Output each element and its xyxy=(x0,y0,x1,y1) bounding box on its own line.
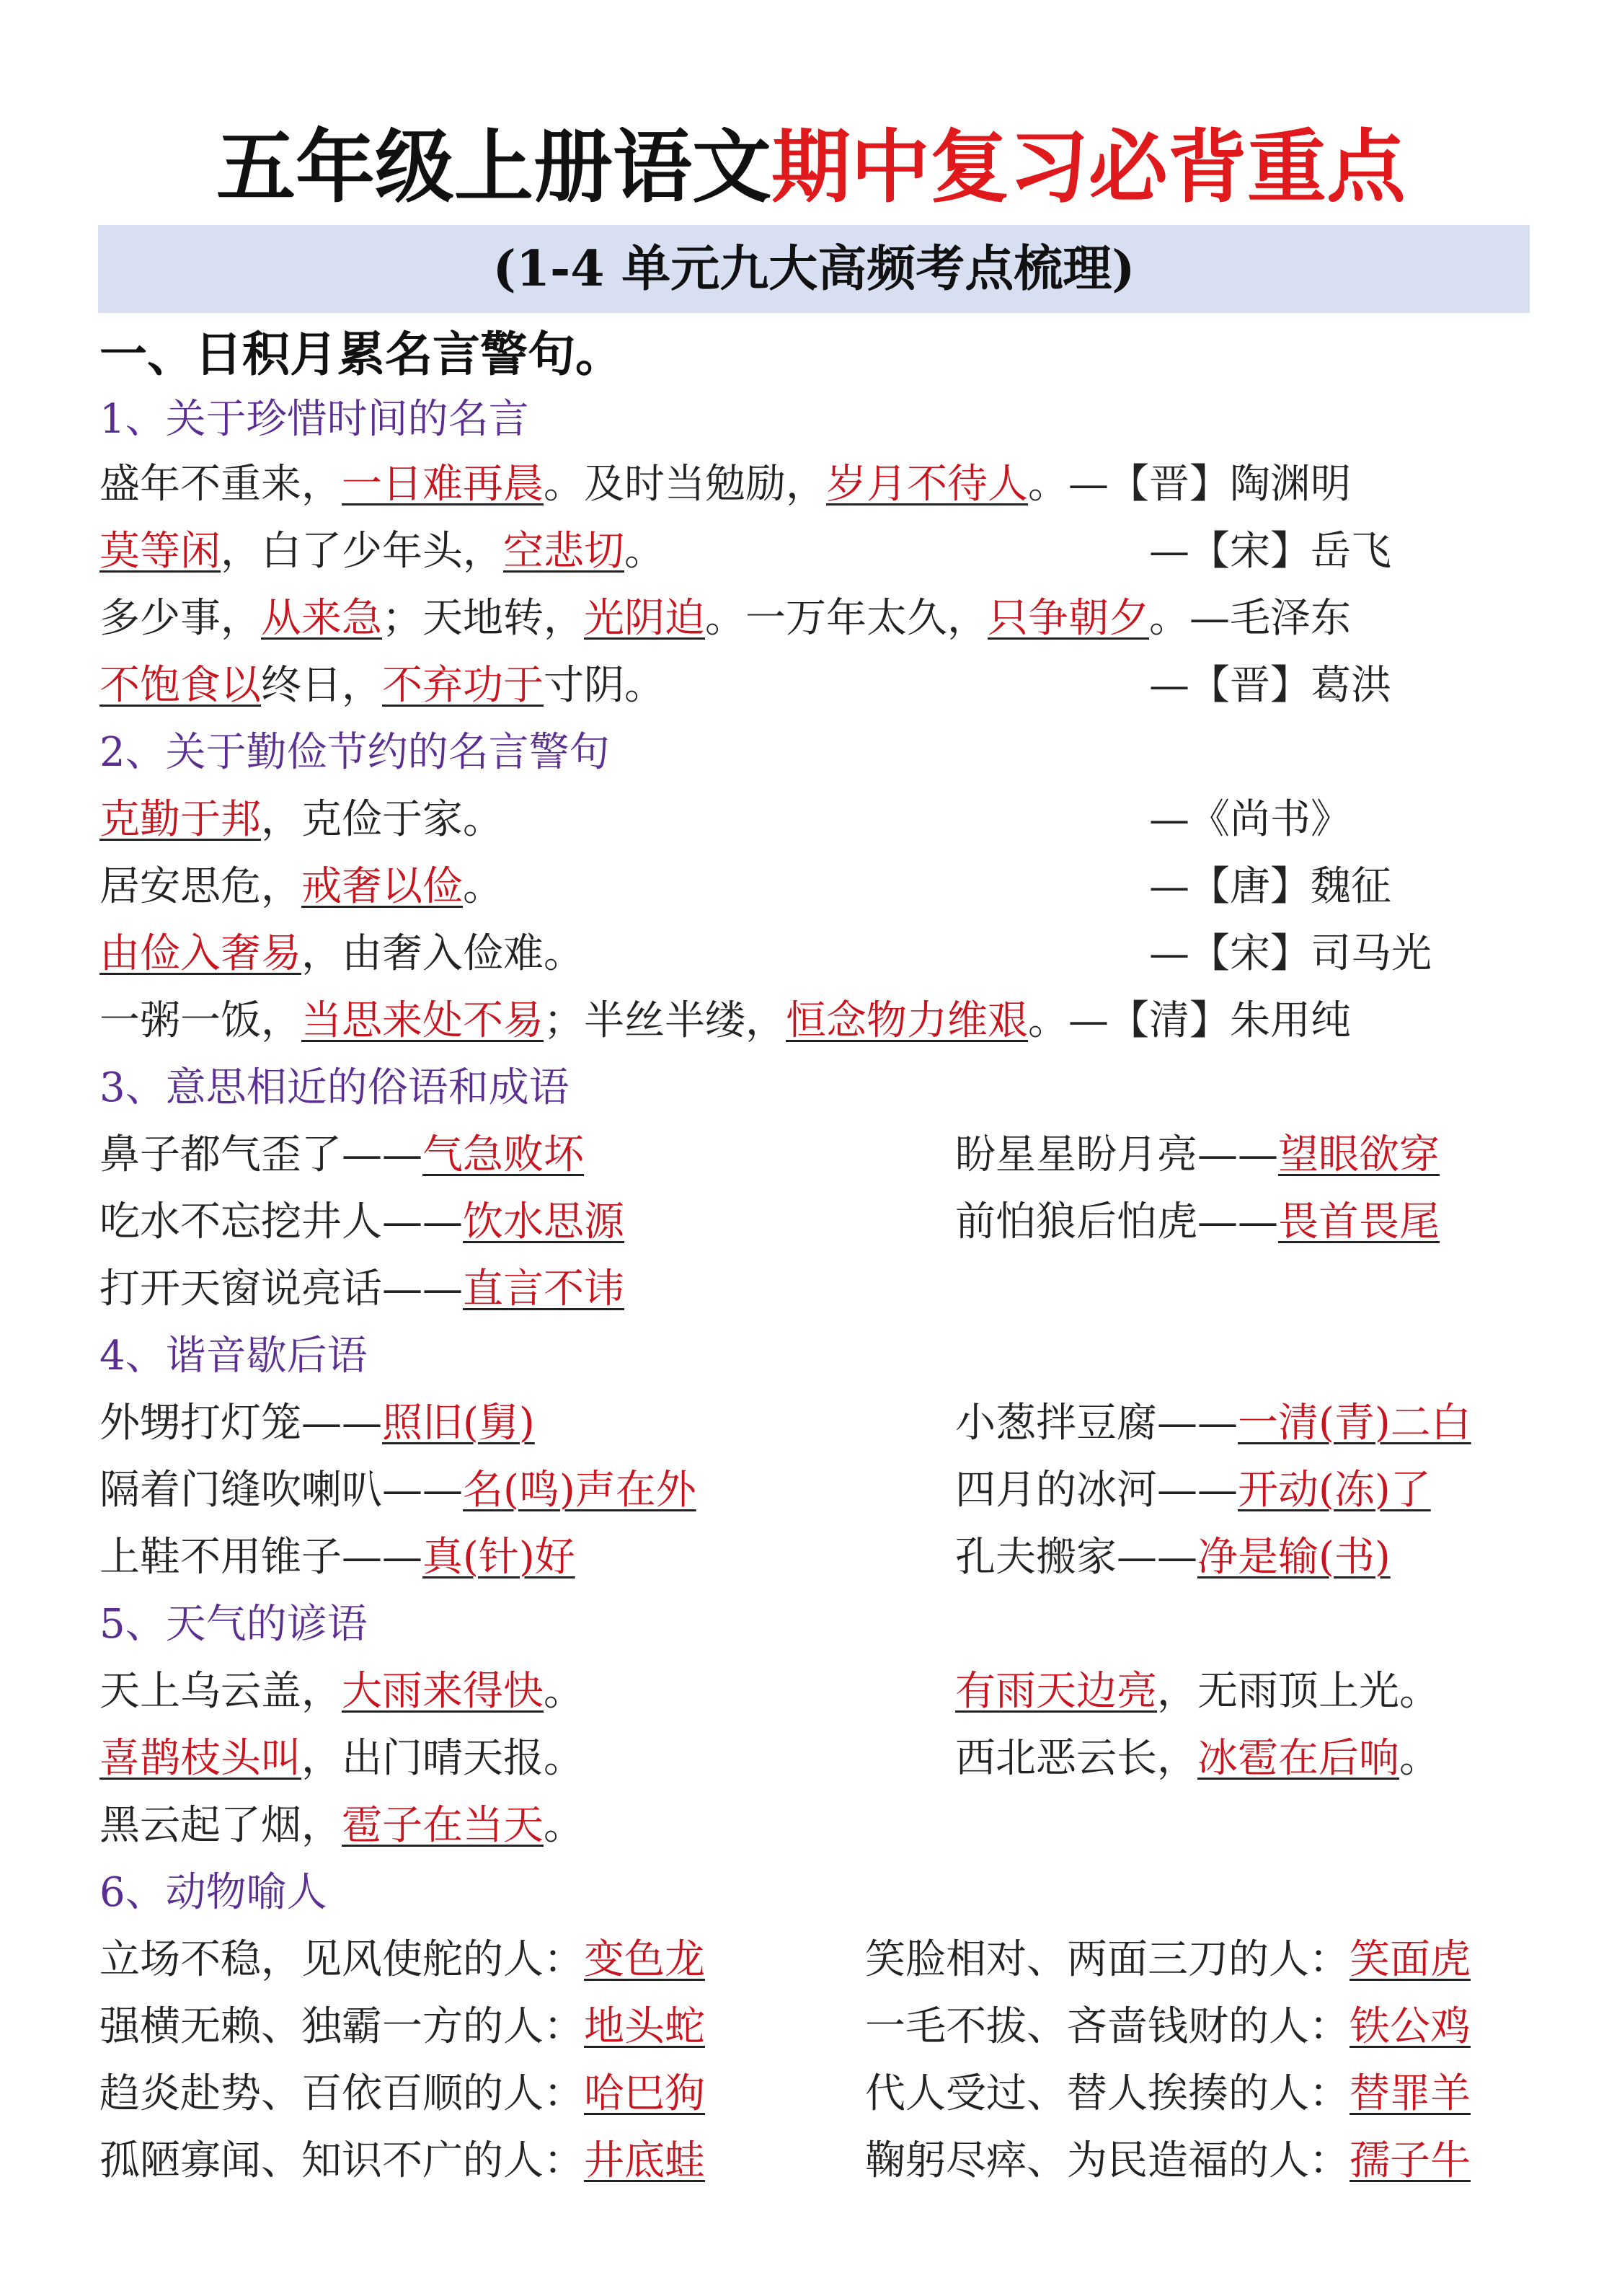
text-segment: 代人受过、替人挨揍的人： xyxy=(865,2070,1350,2117)
quote-attribution: —【晋】葛洪 xyxy=(1149,662,1391,709)
text-segment: 一毛不拔、吝啬钱财的人： xyxy=(865,2003,1350,2050)
quote-row xyxy=(99,456,1351,513)
quote-attribution: —【宋】司马光 xyxy=(1149,930,1432,977)
metaphor-row xyxy=(865,1998,1471,2056)
answer-blank: 净是输(书) xyxy=(1197,1534,1391,1581)
quote-row xyxy=(99,523,665,580)
proverb-row xyxy=(955,1730,1440,1788)
answer-blank: 笑面虎 xyxy=(1350,1936,1471,1983)
heading-animal-metaphors: 6、动物喻人 xyxy=(99,1869,327,1916)
text-segment: 吃水不忘挖井人—— xyxy=(99,1198,463,1245)
xiehouyu-row xyxy=(955,1395,1471,1452)
text-segment: 鞠躬尽瘁、为民造福的人： xyxy=(865,2137,1350,2184)
heading-thrift-quotes: 2、关于勤俭节约的名言警句 xyxy=(99,729,610,776)
text-segment: 鼻子都气歪了—— xyxy=(99,1131,422,1178)
answer-blank: 光阴迫 xyxy=(584,595,705,642)
answer-blank: 气急败坏 xyxy=(422,1131,584,1178)
text-segment: 。—【晋】陶渊明 xyxy=(1028,461,1351,508)
text-segment: 小葱拌豆腐—— xyxy=(955,1400,1238,1447)
text-segment: 孤陋寡闻、知识不广的人： xyxy=(99,2137,584,2184)
metaphor-row xyxy=(99,1998,705,2056)
answer-blank: 铁公鸡 xyxy=(1350,2003,1471,2050)
answer-blank: 恒念物力维艰 xyxy=(786,997,1028,1044)
answer-blank: 莫等闲 xyxy=(99,528,221,575)
text-segment: 西北恶云长， xyxy=(955,1735,1197,1782)
quote-row xyxy=(99,657,665,715)
text-segment: ；天地转， xyxy=(382,595,584,642)
answer-blank: 地头蛇 xyxy=(584,2003,705,2050)
text-segment: 。 xyxy=(624,528,665,575)
subtitle-band xyxy=(98,225,1530,313)
answer-blank: 有雨天边亮 xyxy=(955,1668,1157,1715)
answer-blank: 井底蛙 xyxy=(584,2137,705,2184)
text-segment: 强横无赖、独霸一方的人： xyxy=(99,2003,584,2050)
answer-blank: 空悲切 xyxy=(503,528,624,575)
text-segment: 。—【清】朱用纯 xyxy=(1028,997,1351,1044)
heading-idioms: 3、意思相近的俗语和成语 xyxy=(99,1064,570,1111)
answer-blank: 雹子在当天 xyxy=(342,1802,544,1849)
quote-row xyxy=(99,791,503,849)
text-segment: ，克俭于家。 xyxy=(261,796,503,843)
answer-blank: 哈巴狗 xyxy=(584,2070,705,2117)
answer-blank: 真(针)好 xyxy=(422,1534,575,1581)
quote-attribution: —《尚书》 xyxy=(1149,796,1351,843)
text-segment: 。 xyxy=(1399,1735,1440,1782)
answer-blank: 畏首畏尾 xyxy=(1278,1198,1440,1245)
answer-blank: 只争朝夕 xyxy=(988,595,1149,642)
text-segment: 盼星星盼月亮—— xyxy=(955,1131,1278,1178)
text-segment: 隔着门缝吹喇叭—— xyxy=(99,1467,463,1514)
quote-row xyxy=(99,590,1351,648)
answer-blank: 饮水思源 xyxy=(463,1198,624,1245)
proverb-row xyxy=(99,1663,584,1721)
idiom-row xyxy=(99,1260,624,1318)
text-segment: 孔夫搬家—— xyxy=(955,1534,1197,1581)
text-segment: 外甥打灯笼—— xyxy=(99,1400,382,1447)
subtitle: (1-4 单元九大高频考点梳理) xyxy=(492,240,1135,298)
quote-attribution: —【宋】岳飞 xyxy=(1149,528,1391,575)
text-segment: 立场不稳，见风使舵的人： xyxy=(99,1936,584,1983)
text-segment: ，由奢入俭难。 xyxy=(301,930,584,977)
text-segment: 。一万年太久， xyxy=(705,595,988,642)
answer-blank: 直言不讳 xyxy=(463,1266,624,1312)
answer-blank: 冰雹在后响 xyxy=(1197,1735,1399,1782)
text-segment: ，出门晴天报。 xyxy=(301,1735,584,1782)
metaphor-row xyxy=(99,1931,705,1989)
xiehouyu-row xyxy=(955,1462,1431,1519)
answer-blank: 喜鹊枝头叫 xyxy=(99,1735,301,1782)
text-segment: ，无雨顶上光。 xyxy=(1157,1668,1440,1715)
answer-blank: 从来急 xyxy=(261,595,382,642)
heading-time-quotes: 1、关于珍惜时间的名言 xyxy=(99,396,529,443)
text-segment: ；半丝半缕， xyxy=(544,997,786,1044)
text-segment: 。及时当勉励， xyxy=(544,461,826,508)
idiom-row xyxy=(955,1126,1440,1184)
text-segment: 寸阴。 xyxy=(544,662,665,709)
xiehouyu-row xyxy=(99,1529,575,1586)
xiehouyu-row xyxy=(955,1529,1391,1586)
text-segment: ，白了少年头， xyxy=(221,528,503,575)
xiehouyu-row xyxy=(99,1462,696,1519)
answer-blank: 照旧(舅) xyxy=(382,1400,535,1447)
text-segment: 一粥一饭， xyxy=(99,997,301,1044)
answer-blank: 变色龙 xyxy=(584,1936,705,1983)
metaphor-row xyxy=(865,1931,1471,1989)
text-segment: 。 xyxy=(463,863,503,910)
text-segment: 天上乌云盖， xyxy=(99,1668,342,1715)
answer-blank: 戒奢以俭 xyxy=(301,863,463,910)
quote-row xyxy=(99,992,1351,1050)
quote-attribution: —【唐】魏征 xyxy=(1149,863,1391,910)
text-segment: 上鞋不用锥子—— xyxy=(99,1534,422,1581)
heading-xiehouyu: 4、谐音歇后语 xyxy=(99,1333,368,1379)
metaphor-row xyxy=(865,2065,1471,2123)
text-segment: 多少事， xyxy=(99,595,261,642)
metaphor-row xyxy=(99,2132,705,2190)
metaphor-row xyxy=(865,2132,1471,2190)
answer-blank: 不饱食以 xyxy=(99,662,261,709)
proverb-row xyxy=(955,1663,1440,1721)
heading-weather-proverbs: 5、天气的谚语 xyxy=(99,1601,368,1648)
answer-blank: 名(鸣)声在外 xyxy=(463,1467,696,1514)
answer-blank: 开动(冻)了 xyxy=(1238,1467,1431,1514)
idiom-row xyxy=(955,1193,1440,1251)
answer-blank: 岁月不待人 xyxy=(826,461,1028,508)
text-segment: 。 xyxy=(544,1668,584,1715)
page-title xyxy=(0,117,1622,218)
text-segment: 趋炎赴势、百依百顺的人： xyxy=(99,2070,584,2117)
quote-row xyxy=(99,925,584,983)
answer-blank: 孺子牛 xyxy=(1350,2137,1471,2184)
text-segment: 终日， xyxy=(261,662,382,709)
title-accent: 期中复习必背重点 xyxy=(771,121,1406,213)
text-segment: 笑脸相对、两面三刀的人： xyxy=(865,1936,1350,1983)
idiom-row xyxy=(99,1193,624,1251)
text-segment: 前怕狼后怕虎—— xyxy=(955,1198,1278,1245)
section-title: 一、日积月累名言警句。 xyxy=(99,326,623,382)
text-segment: 。—毛泽东 xyxy=(1149,595,1351,642)
idiom-row xyxy=(99,1126,584,1184)
answer-blank: 替罪羊 xyxy=(1350,2070,1471,2117)
text-segment: 居安思危， xyxy=(99,863,301,910)
proverb-row xyxy=(99,1797,584,1855)
text-segment: 打开天窗说亮话—— xyxy=(99,1266,463,1312)
title-main: 五年级上册语文 xyxy=(216,121,771,213)
answer-blank: 大雨来得快 xyxy=(342,1668,544,1715)
text-segment: 黑云起了烟， xyxy=(99,1802,342,1849)
answer-blank: 当思来处不易 xyxy=(301,997,544,1044)
proverb-row xyxy=(99,1730,584,1788)
text-segment: 盛年不重来， xyxy=(99,461,342,508)
answer-blank: 由俭入奢易 xyxy=(99,930,301,977)
answer-blank: 一日难再晨 xyxy=(342,461,544,508)
xiehouyu-row xyxy=(99,1395,535,1452)
answer-blank: 不弃功于 xyxy=(382,662,544,709)
answer-blank: 克勤于邦 xyxy=(99,796,261,843)
text-segment: 。 xyxy=(544,1802,584,1849)
text-segment: 四月的冰河—— xyxy=(955,1467,1238,1514)
answer-blank: 望眼欲穿 xyxy=(1278,1131,1440,1178)
metaphor-row xyxy=(99,2065,705,2123)
answer-blank: 一清(青)二白 xyxy=(1238,1400,1471,1447)
quote-row xyxy=(99,858,503,916)
